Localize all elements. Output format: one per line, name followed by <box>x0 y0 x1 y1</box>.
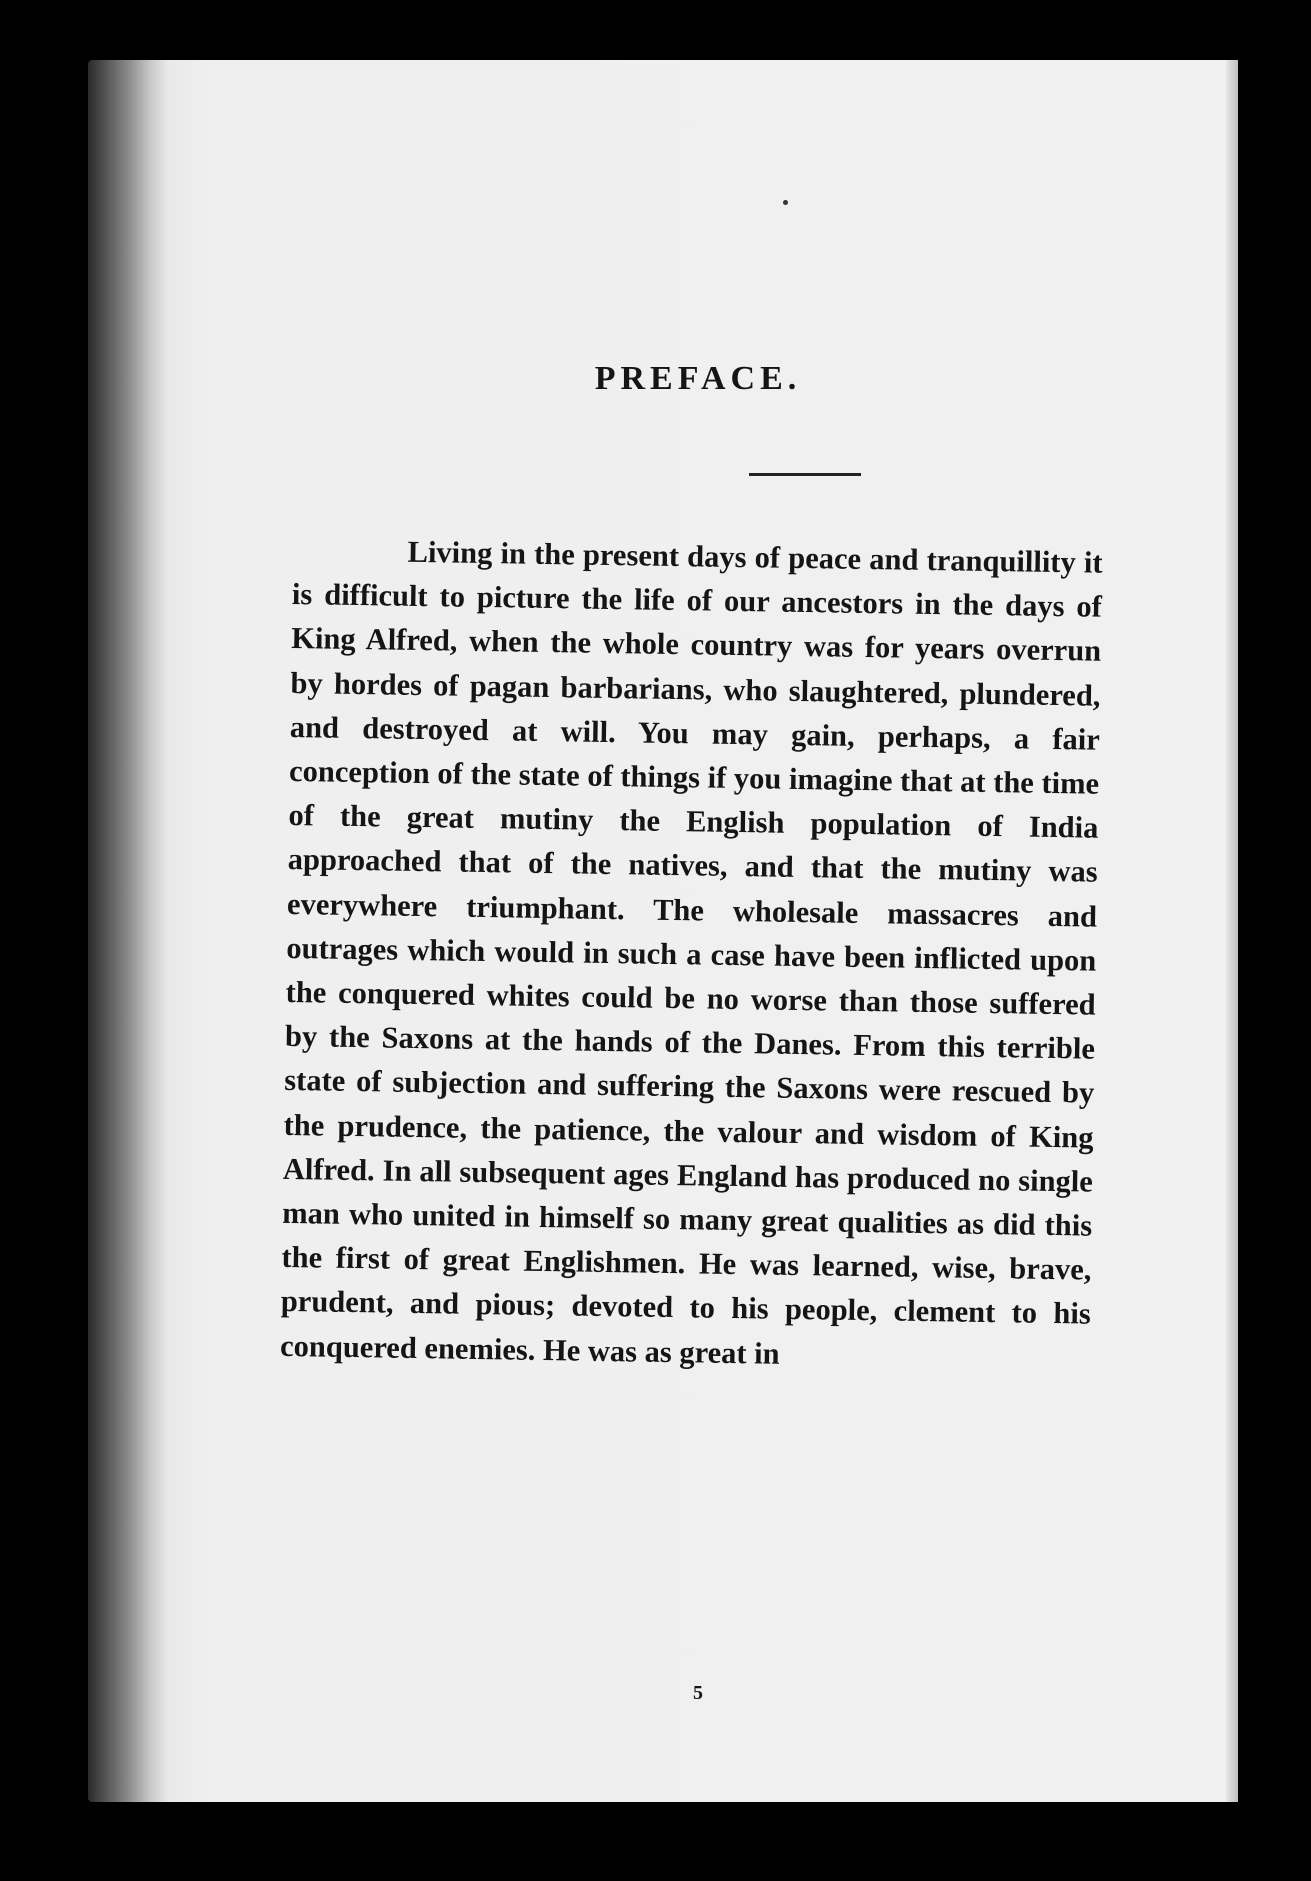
ink-speck <box>783 200 788 205</box>
page-number: 5 <box>693 1682 703 1704</box>
page-content <box>279 60 1103 1802</box>
page-title: PREFACE. <box>594 360 802 397</box>
preface-paragraph: Living in the present days of peace and tranquillity it is difficult to picture the life of our ancestors in the days of King Alfred, when the whole country was for years overrun by hordes of pagan barbarians, who slaughtered, plundered, and destroyed at will. You may gain, perhaps, a fair conception of the state of things if you imagine that at the time of the great mutiny the English population of India approached that of the natives, and that the mutiny was everywhere triumphant. The wholesale massacres and outrages which would in such a case have been inflicted upon the conquered whites could be no worse than those suffered by the Saxons at the hands of the Danes. From this terrible state of subjection and suffering the Saxons were rescued by the prudence, the patience, the valour and wisdom of King Alfred. In all subsequent ages England has produced no single man who united in himself so many great qualities as did this the first of great Englishmen. He was learned, wise, brave, prudent, and pious; devoted to his people, clement to his conquered enemies. He was as great in <box>279 534 1103 1371</box>
page-edge <box>1226 60 1238 1802</box>
title-rule <box>749 473 861 476</box>
preface-body <box>280 528 1103 1380</box>
book-page <box>88 60 1238 1802</box>
